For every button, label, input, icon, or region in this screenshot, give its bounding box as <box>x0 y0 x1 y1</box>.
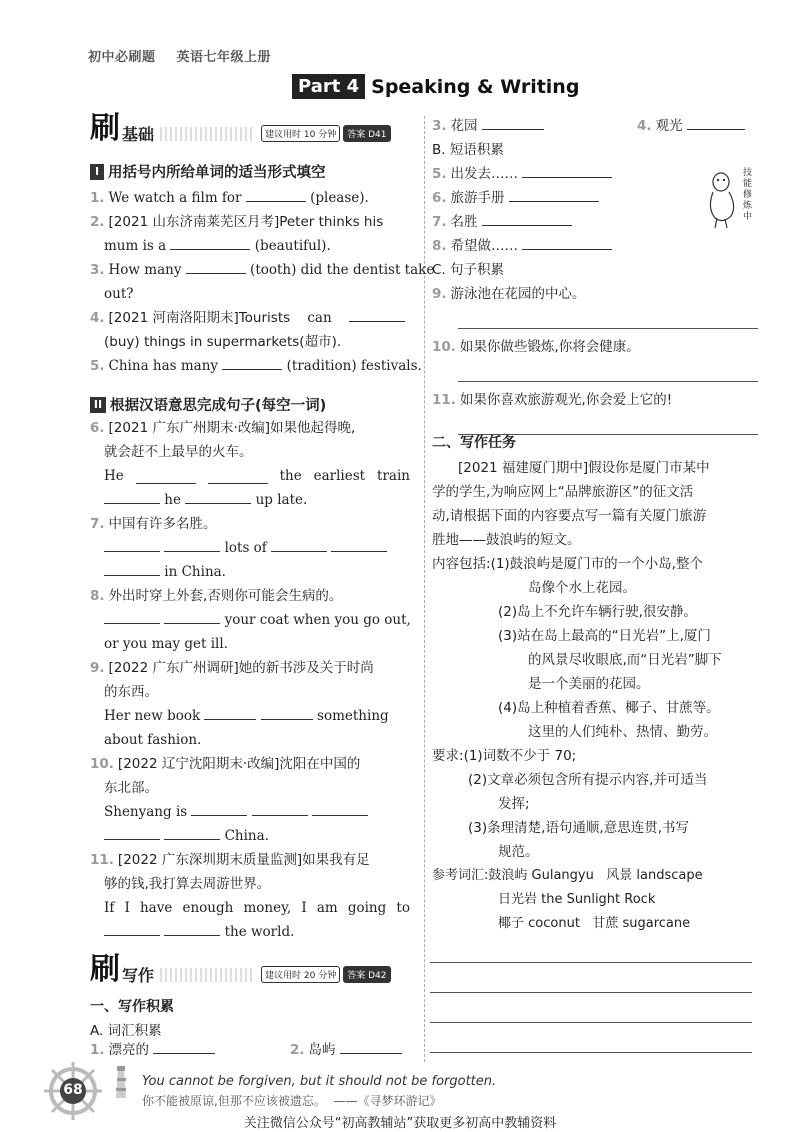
answer-blank[interactable] <box>687 115 745 130</box>
answer-blank[interactable] <box>261 705 313 720</box>
answer-blank[interactable] <box>522 235 612 250</box>
sentence-heading: C. 句子积累 <box>432 262 505 278</box>
vocab-heading: A. 词汇积累 <box>90 1023 162 1039</box>
subject-title: 英语七年级上册 <box>176 50 272 65</box>
question-1: 1. We watch a film for (please). <box>90 186 412 210</box>
right-column: 3. 花园 4. 观光 B. 短语积累 5. 出发去…… 6. 旅游手册 7. 名胜 8. 希望做…… C. 句子积累 9. 游泳池在花园的中心。 10. 如果你做些锻炼,你将会健康。 11. 如果你喜欢旅游观光,你会爱上它的! <box>432 114 762 441</box>
answer-line[interactable] <box>430 992 752 993</box>
quote-english: You cannot be forgiven, but it should not be forgotten. <box>142 1074 497 1089</box>
answer-blank[interactable] <box>104 609 160 624</box>
answer-blank[interactable] <box>349 307 405 322</box>
answer-blank[interactable] <box>271 537 327 552</box>
sentence-item-10: 10. 如果你做些锻炼,你将会健康。 <box>432 339 640 355</box>
answer-line[interactable] <box>458 306 758 329</box>
phrase-item-7: 7. 名胜 <box>432 210 762 234</box>
question-5: 5. China has many (tradition) festivals. <box>90 354 412 378</box>
answer-blank[interactable] <box>136 469 196 484</box>
part-title <box>292 74 579 99</box>
banner-stripe <box>160 968 252 982</box>
answer-blank[interactable] <box>509 187 599 202</box>
phrase-item-8: 8. 希望做…… <box>432 234 762 258</box>
time-tag: 建议用时 10 分钟 <box>261 125 340 142</box>
answer-blank[interactable] <box>331 537 387 552</box>
question-3: 3. How many (tooth) did the dentist take <box>90 258 412 282</box>
part-ii-heading: II 根据汉语意思完成句子(每空一词) <box>90 394 326 415</box>
answer-blank[interactable] <box>104 489 160 504</box>
question-11: 11. [2022 广东深圳期末质量监测]如果我有足 <box>90 852 370 868</box>
quote-chinese: 你不能被原谅,但那不应该被遗忘。 ——《寻梦环游记》 <box>142 1094 442 1108</box>
lighthouse-icon <box>112 1066 130 1100</box>
banner-subtitle: 写作 <box>122 966 155 985</box>
page-number: 68 <box>63 1082 83 1098</box>
answer-blank[interactable] <box>153 1039 215 1054</box>
answer-blank[interactable] <box>164 921 220 936</box>
banner-subtitle: 基础 <box>122 125 155 144</box>
answer-tag: 答案 D42 <box>343 966 390 983</box>
answer-blank[interactable] <box>252 801 308 816</box>
writing-banner <box>90 953 391 986</box>
answer-blank[interactable] <box>170 235 250 250</box>
vocab-item-2: 2. 岛屿 <box>290 1038 402 1062</box>
phrase-item-6: 6. 旅游手册 <box>432 186 762 210</box>
answer-blank[interactable] <box>164 825 220 840</box>
exercise-block-2: 6. [2021 广东广州期末·改编]如果他起得晚, 就会赶不上最早的火车。 He the earliest train he up late. 7. 中国有许多名胜。 lots of in China. 8. 外出时穿上外套,否则你可能会生病的。 your coat when you go out, or you may get ill. 9. [2022 广东广州调研]她的新书涉及关于时尚 的东西。 Her new book something about fashion. 10. [2022 辽宁沈阳期末·改编]沈阳在中国的 东北部。 Shenyang is China. 11. [2022 广东深圳期末质量监测]如果我有足 够的钱,我打算去周游世界。 If I have enough money, I am going to the world. <box>90 416 412 944</box>
answer-blank[interactable] <box>191 801 247 816</box>
footer-notice: 关注微信公众号“初高教辅站”获取更多初高中教辅资料 <box>243 1116 557 1131</box>
sentence-item-9: 9. 游泳池在花园的中心。 <box>432 286 586 302</box>
answer-blank[interactable] <box>185 489 251 504</box>
writing-task-title: 二、写作任务 <box>432 435 516 451</box>
answer-blank[interactable] <box>482 115 544 130</box>
phrase-item-5: 5. 出发去…… <box>432 162 762 186</box>
question-10: 10. [2022 辽宁沈阳期末·改编]沈阳在中国的 <box>90 756 361 772</box>
answer-blank[interactable] <box>164 537 220 552</box>
answer-blank[interactable] <box>204 705 256 720</box>
banner-stripe <box>160 127 252 141</box>
answer-blank[interactable] <box>104 921 160 936</box>
phrase-heading: B. 短语积累 <box>432 142 504 158</box>
part-heading: Speaking & Writing <box>371 75 580 98</box>
banner-glyph: 刷 <box>90 951 120 987</box>
writing-accumulation-title: 一、写作积累 <box>90 999 174 1015</box>
answer-blank[interactable] <box>522 163 612 178</box>
answer-blank[interactable] <box>104 561 160 576</box>
mascot-stamp <box>703 168 755 230</box>
vocab-item-1: 1. 漂亮的 <box>90 1038 215 1062</box>
column-divider <box>424 116 425 1062</box>
answer-blank[interactable] <box>208 469 268 484</box>
answer-blank[interactable] <box>482 211 572 226</box>
exercise-block-1: 1. We watch a film for (please). 2. [2021 山东济南莱芜区月考]Peter thinks his mum is a (beautiful). 3. How many (tooth) did the dentist take out? 4. [2021 河南洛阳期末]Tourists can (buy) things in supermarkets(超市). 5. China has many (tradition) festivals. <box>90 186 412 378</box>
running-header <box>88 46 287 65</box>
time-tag: 建议用时 20 分钟 <box>261 966 340 983</box>
answer-blank[interactable] <box>312 801 368 816</box>
stamp-text: 技能修炼中 <box>743 168 753 222</box>
book-title: 初中必刷题 <box>88 50 156 65</box>
question-9: 9. [2022 广东广州调研]她的新书涉及关于时尚 <box>90 660 374 676</box>
answer-line[interactable] <box>430 962 752 963</box>
writing-task-body: [2021 福建厦门期中]假设你是厦门市某中 学的学生,为响应网上“品牌旅游区”的征文活 动,请根据下面的内容要点写一篇有关厦门旅游 胜地——鼓浪屿的短文。 内容包括:(1)鼓浪屿是厦门市的一个小岛,整个 岛像个水上花园。 (2)岛上不允许车辆行驶,很安静。 (3)站在岛上最高的“日光岩”上,厦门 的风景尽收眼底,而“日光岩”脚下 是一个美丽的花园。 (4)岛上种植着香蕉、椰子、甘蔗等。 这里的人们纯朴、热情、勤劳。 要求:(1)词数不少于 70; (2)文章必须包含所有提示内容,并可适当 发挥; (3)条理清楚,语句通顺,意思连贯,书写 规范。 参考词汇:鼓浪屿 Gulangyu 风景 landscape 日光岩 the Sunlight Rock 椰子 coconut 甘蔗 sugarcane <box>432 460 722 931</box>
question-6: 6. [2021 广东广州期末·改编]如果他起得晚, <box>90 420 356 436</box>
basics-banner <box>90 112 391 145</box>
answer-blank[interactable] <box>222 355 282 370</box>
part-i-heading: I 用括号内所给单词的适当形式填空 <box>90 161 326 182</box>
answer-blank[interactable] <box>340 1039 402 1054</box>
question-2: 2. [2021 山东济南莱芜区月考]Peter thinks his <box>90 214 384 230</box>
answer-blank[interactable] <box>186 259 246 274</box>
question-7: 7. 中国有许多名胜。 <box>90 516 217 532</box>
answer-blank[interactable] <box>164 609 220 624</box>
question-4: 4. [2021 河南洛阳期末]Tourists can <box>90 306 412 330</box>
bird-mascot-icon <box>703 168 741 230</box>
banner-glyph: 刷 <box>90 110 120 146</box>
answer-blank[interactable] <box>104 825 160 840</box>
part-label: Part 4 <box>292 74 365 99</box>
answer-tag: 答案 D41 <box>343 125 390 142</box>
sentence-item-11: 11. 如果你喜欢旅游观光,你会爱上它的! <box>432 392 673 408</box>
question-8: 8. 外出时穿上外套,否则你可能会生病的。 <box>90 588 343 604</box>
answer-line[interactable] <box>458 359 758 382</box>
answer-line[interactable] <box>430 1022 752 1023</box>
answer-blank[interactable] <box>246 187 306 202</box>
answer-line[interactable] <box>430 1052 752 1053</box>
answer-blank[interactable] <box>104 537 160 552</box>
